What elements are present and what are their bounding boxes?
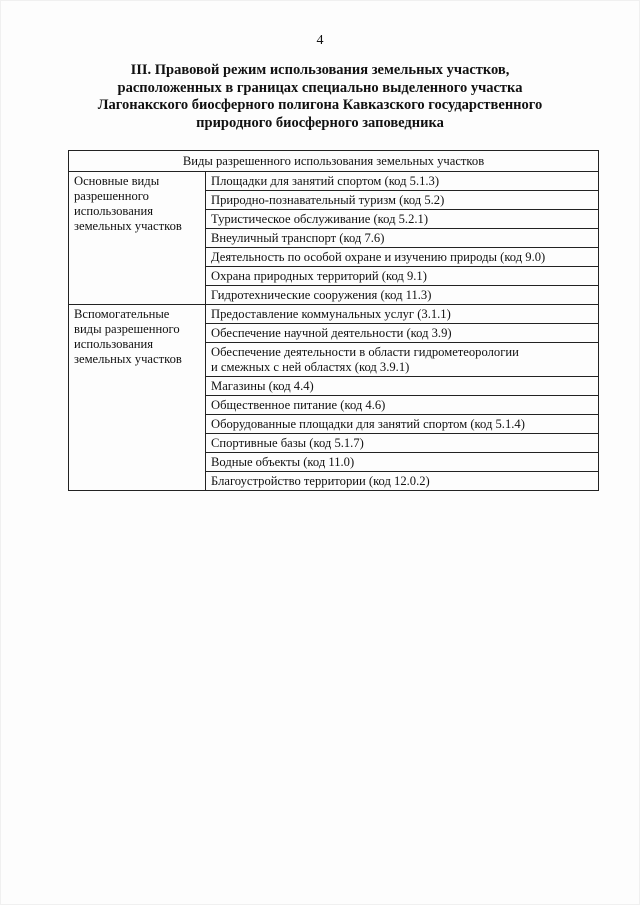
group-label-line: разрешенного <box>74 189 149 203</box>
use-item: Площадки для занятий спортом (код 5.1.3) <box>206 172 599 191</box>
use-item-line: Обеспечение деятельности в области гидрометеорологии <box>211 345 519 359</box>
group-label-line: Основные виды <box>74 174 160 188</box>
use-item <box>206 343 599 377</box>
group-label-line: земельных участков <box>74 352 182 366</box>
use-item: Благоустройство территории (код 12.0.2) <box>206 472 599 491</box>
use-item: Природно-познавательный туризм (код 5.2) <box>206 191 599 210</box>
use-item: Обеспечение научной деятельности (код 3.9) <box>206 324 599 343</box>
table-header-row <box>69 151 599 172</box>
heading-line: III. Правовой режим использования земельных участков, <box>130 62 510 78</box>
group-label-line: виды разрешенного <box>74 322 180 336</box>
use-item: Оборудованные площадки для занятий спортом (код 5.1.4) <box>206 415 599 434</box>
use-item: Деятельность по особой охране и изучению природы (код 9.0) <box>206 248 599 267</box>
group-label-line: использования <box>74 337 154 351</box>
table-row <box>69 172 599 191</box>
heading-line: природного биосферного заповедника <box>196 114 444 131</box>
table-row <box>69 305 599 324</box>
use-item-line: и смежных с ней областях (код 3.9.1) <box>211 360 410 374</box>
heading-line: расположенных в границах специально выделенного участка <box>117 79 523 96</box>
group-label-line: использования <box>74 204 154 218</box>
use-item: Гидротехнические сооружения (код 11.3) <box>206 286 599 305</box>
table-header: Виды разрешенного использования земельных участков <box>69 151 599 172</box>
use-item: Магазины (код 4.4) <box>206 377 599 396</box>
heading-line: Лагонакского биосферного полигона Кавказского государственного <box>97 97 543 113</box>
group-label-line: Вспомогательные <box>74 307 170 321</box>
use-item: Охрана природных территорий (код 9.1) <box>206 267 599 286</box>
use-item: Спортивные базы (код 5.1.7) <box>206 434 599 453</box>
permitted-uses-table <box>68 150 599 491</box>
use-item: Общественное питание (код 4.6) <box>206 396 599 415</box>
use-item: Туристическое обслуживание (код 5.2.1) <box>206 210 599 229</box>
use-item: Водные объекты (код 11.0) <box>206 453 599 472</box>
use-item: Внеуличный транспорт (код 7.6) <box>206 229 599 248</box>
group-label-main <box>69 172 206 305</box>
use-item: Предоставление коммунальных услуг (3.1.1) <box>206 305 599 324</box>
group-label-auxiliary <box>69 305 206 491</box>
page-number: 4 <box>316 33 324 48</box>
section-heading <box>80 62 560 132</box>
group-label-line: земельных участков <box>74 219 182 233</box>
